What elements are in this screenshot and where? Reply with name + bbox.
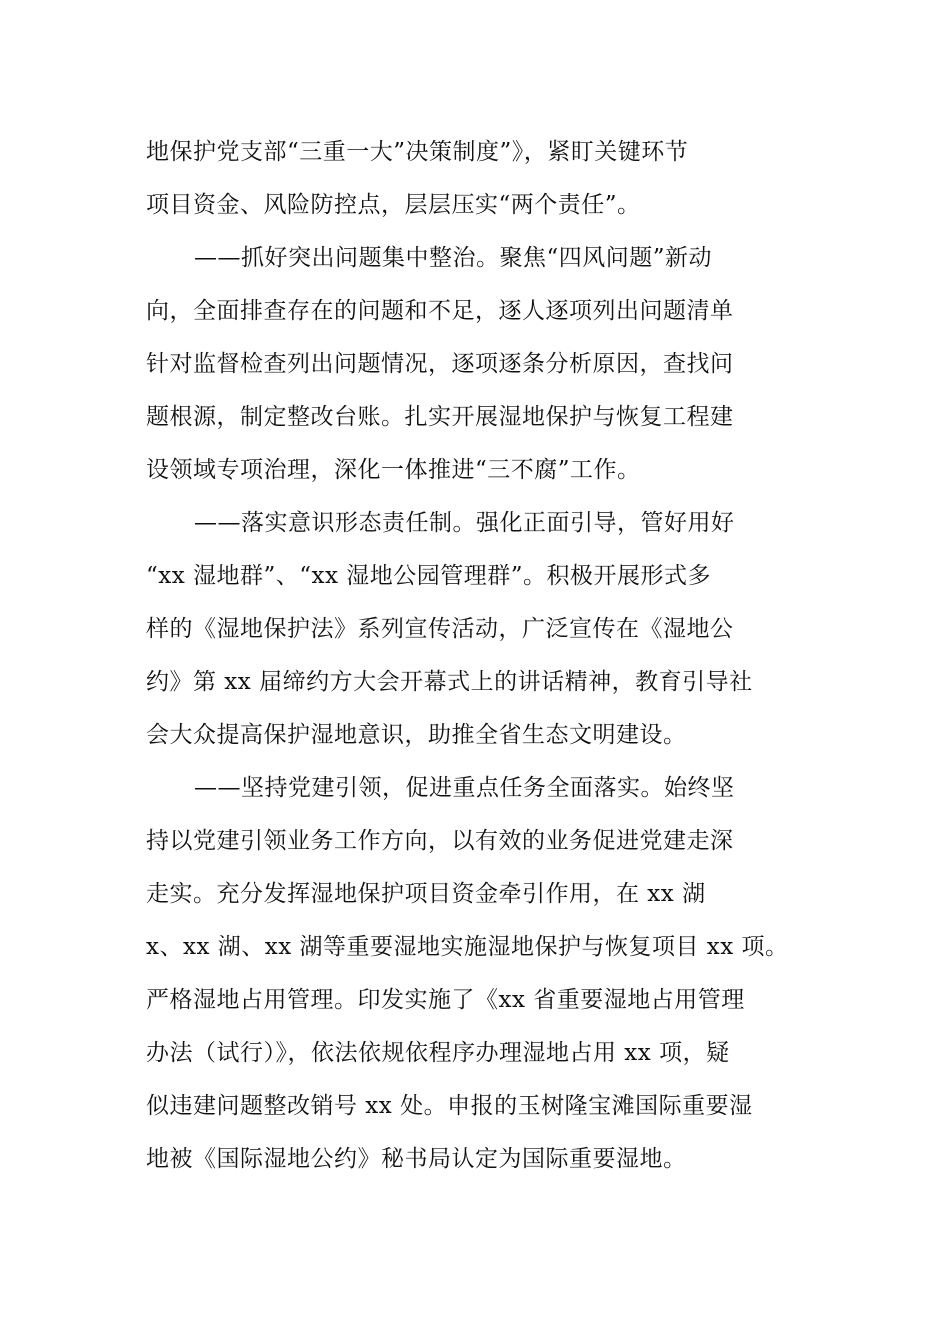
text-line: x、xx 湖、xx 湖等重要湿地实施湿地保护与恢复项目 xx 项。 <box>146 934 789 960</box>
text-line: “xx 湿地群”、“xx 湿地公园管理群”。积极开展形式多 <box>146 563 712 589</box>
text-line: 严格湿地占用管理。印发实施了《xx 省重要湿地占用管理 <box>146 987 745 1013</box>
text-line: 持以党建引领业务工作方向，以有效的业务促进党建走深 <box>146 828 734 854</box>
text-line: 项目资金、风险防控点，层层压实“两个责任”。 <box>146 192 641 218</box>
text-line: 约》第 xx 届缔约方大会开幕式上的讲话精神，教育引导社 <box>146 669 753 695</box>
text-line: 针对监督检查列出问题情况，逐项逐条分析原因，查找问 <box>146 351 734 377</box>
text-line: 向，全面排查存在的问题和不足，逐人逐项列出问题清单 <box>146 298 734 324</box>
paragraph-start-line: ——落实意识形态责任制。强化正面引导，管好用好 <box>194 510 735 536</box>
paragraph-start-line: ——抓好突出问题集中整治。聚焦“四风问题”新动 <box>194 245 713 271</box>
text-line: 设领域专项治理，深化一体推进“三不腐”工作。 <box>146 457 641 483</box>
text-line: 办法（试行）》，依法依规依程序办理湿地占用 xx 项，疑 <box>146 1040 730 1066</box>
text-line: 走实。充分发挥湿地保护项目资金牵引作用，在 xx 湖 <box>146 881 706 907</box>
text-line: 地保护党支部“三重一大”决策制度”》，紧盯关键环节 <box>146 139 689 165</box>
text-line: 会大众提高保护湿地意识，助推全省生态文明建设。 <box>146 722 687 748</box>
text-line: 题根源，制定整改台账。扎实开展湿地保护与恢复工程建 <box>146 404 734 430</box>
document-body <box>146 126 818 1186</box>
paragraph-start-line: ——坚持党建引领，促进重点任务全面落实。始终坚 <box>194 775 735 801</box>
text-line: 样的《湿地保护法》系列宣传活动，广泛宣传在《湿地公 <box>146 616 734 642</box>
text-line: 地被《国际湿地公约》秘书局认定为国际重要湿地。 <box>146 1146 687 1172</box>
text-line: 似违建问题整改销号 xx 处。申报的玉树隆宝滩国际重要湿 <box>146 1093 753 1119</box>
